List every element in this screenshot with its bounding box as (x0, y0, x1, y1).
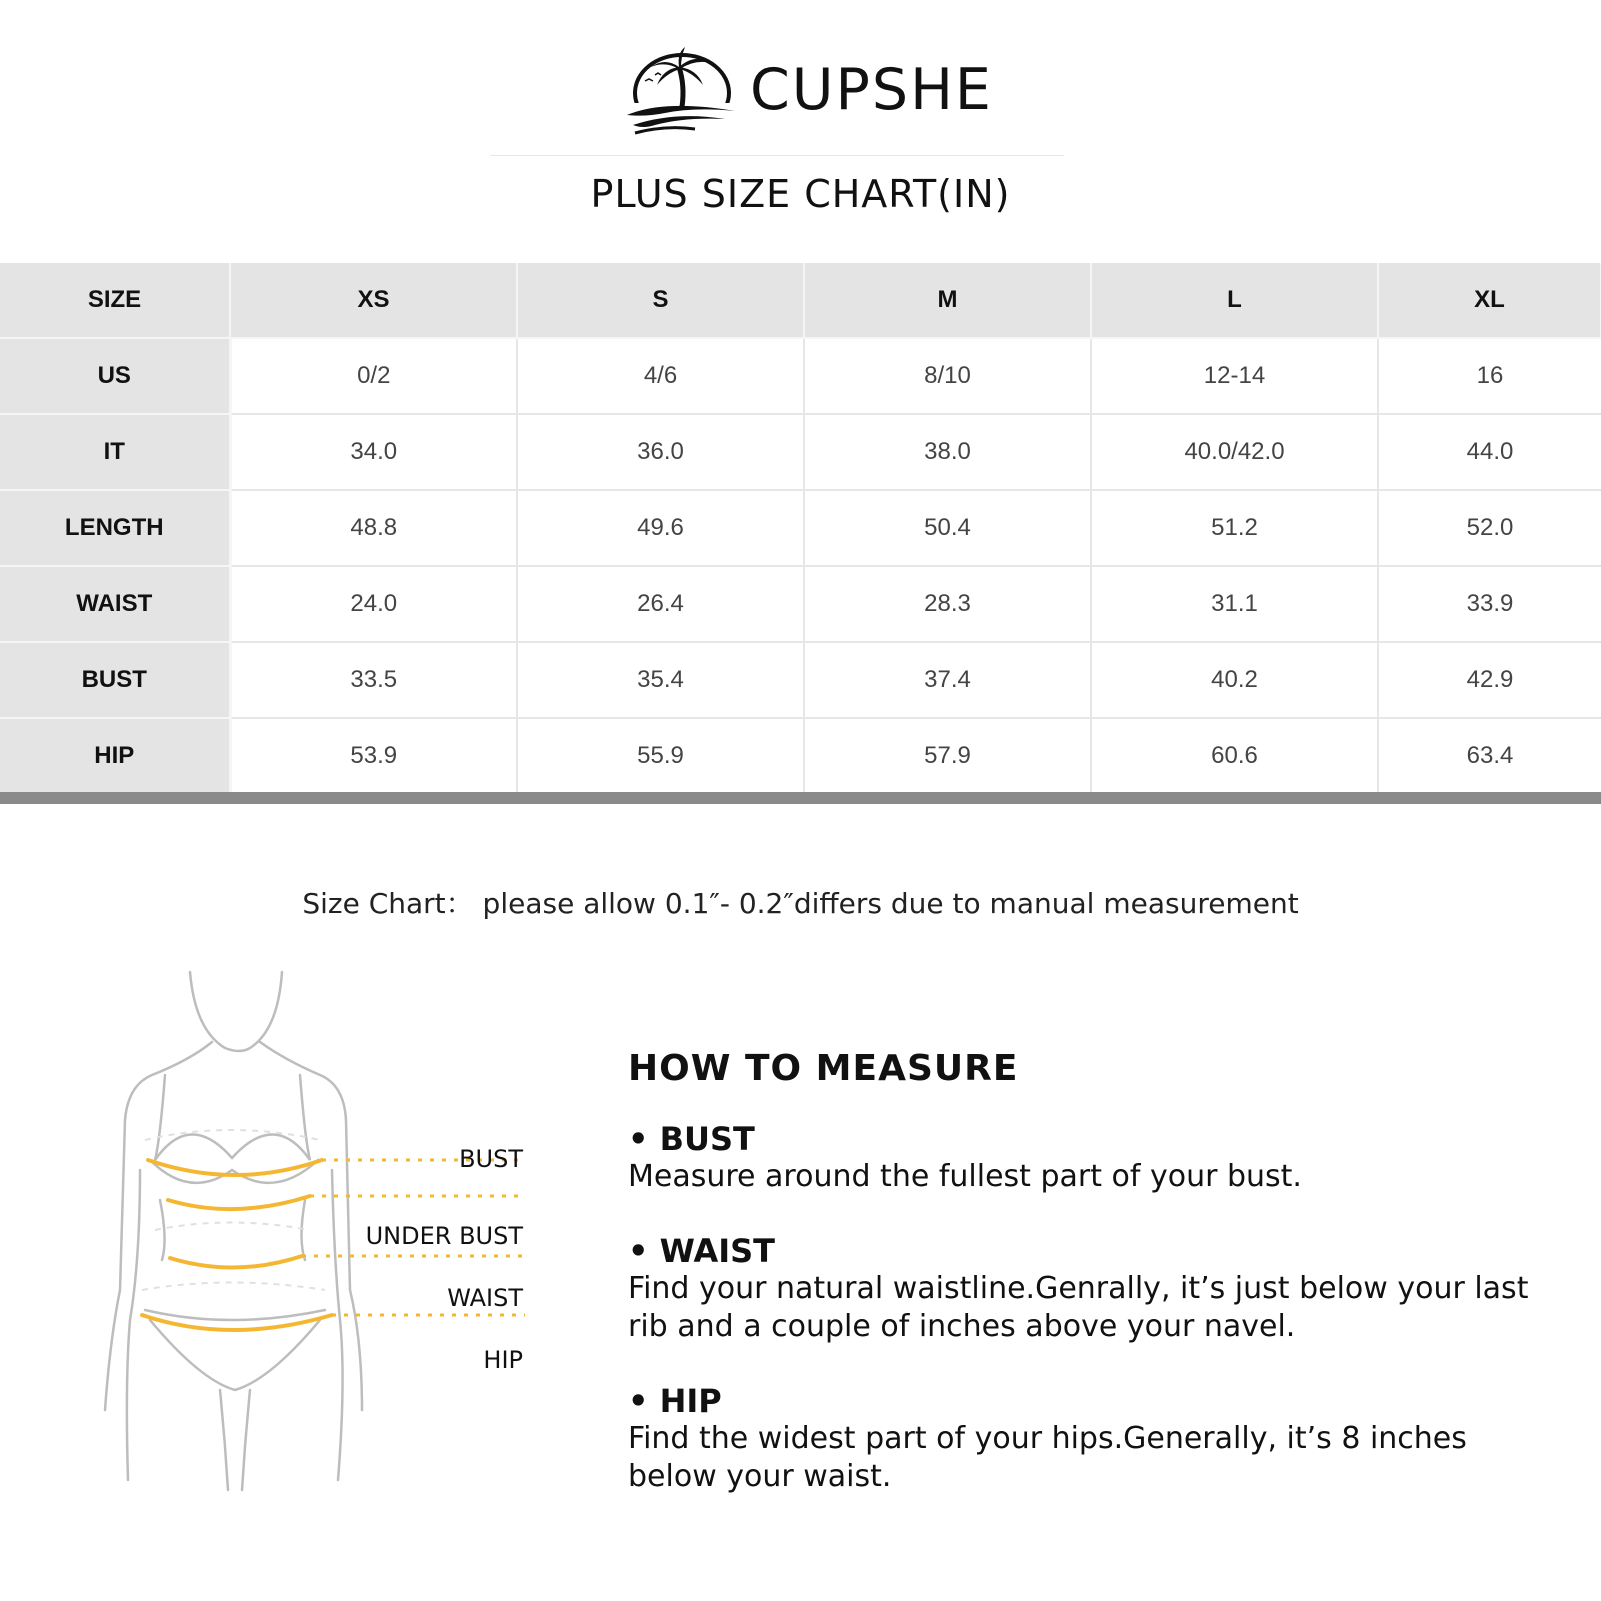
bust-title: • BUST (628, 1120, 755, 1158)
table-cell: 55.9 (517, 718, 804, 794)
brand-name: CUPSHE (750, 57, 993, 123)
table-header-row (0, 263, 1601, 338)
table-cell: 35.4 (517, 642, 804, 718)
header-cell-l: L (1091, 263, 1378, 338)
row-label: US (0, 338, 230, 414)
under-bust-label: UNDER BUST (365, 1222, 523, 1250)
table-cell: 37.4 (804, 642, 1091, 718)
waist-description: Find your natural waistline.Genrally, it’s just below your last rib and a couple of inches above your navel. (628, 1271, 1529, 1344)
hip-title: • HIP (628, 1382, 722, 1420)
table-cell: 24.0 (230, 566, 517, 642)
table-cell: 33.9 (1378, 566, 1601, 642)
table-cell: 60.6 (1091, 718, 1378, 794)
table-cell: 8/10 (804, 338, 1091, 414)
table-row (0, 566, 1601, 642)
table-cell: 36.0 (517, 414, 804, 490)
table-cell: 40.2 (1091, 642, 1378, 718)
table-row (0, 414, 1601, 490)
table-cell: 31.1 (1091, 566, 1378, 642)
hip-label: HIP (483, 1346, 523, 1374)
body-measure-figure (100, 960, 540, 1520)
row-label: WAIST (0, 566, 230, 642)
table-cell: 57.9 (804, 718, 1091, 794)
title-divider (490, 155, 1064, 156)
table-row (0, 338, 1601, 414)
table-row (0, 490, 1601, 566)
table-cell: 33.5 (230, 642, 517, 718)
row-label: BUST (0, 642, 230, 718)
row-label: HIP (0, 718, 230, 794)
header-cell-m: M (804, 263, 1091, 338)
header-cell-xs: XS (230, 263, 517, 338)
how-to-measure-heading: HOW TO MEASURE (628, 1048, 1019, 1089)
header-cell-s: S (517, 263, 804, 338)
bust-description: Measure around the fullest part of your bust. (628, 1159, 1302, 1194)
table-row (0, 642, 1601, 718)
header-cell-xl: XL (1378, 263, 1601, 338)
row-label: LENGTH (0, 490, 230, 566)
table-cell: 42.9 (1378, 642, 1601, 718)
header-cell-size: SIZE (0, 263, 230, 338)
table-bottom-bar (0, 792, 1601, 804)
hip-description: Find the widest part of your hips.Generally, it’s 8 inches below your waist. (628, 1421, 1467, 1494)
table-cell: 63.4 (1378, 718, 1601, 794)
table-cell: 48.8 (230, 490, 517, 566)
measurement-note: Size Chart： please allow 0.1″- 0.2″differs due to manual measurement (302, 887, 1299, 920)
table-cell: 52.0 (1378, 490, 1601, 566)
table-cell: 16 (1378, 338, 1601, 414)
table-cell: 4/6 (517, 338, 804, 414)
table-cell: 53.9 (230, 718, 517, 794)
table-cell: 40.0/42.0 (1091, 414, 1378, 490)
table-cell: 28.3 (804, 566, 1091, 642)
table-row (0, 718, 1601, 794)
table-cell: 50.4 (804, 490, 1091, 566)
table-cell: 12-14 (1091, 338, 1378, 414)
chart-title: PLUS SIZE CHART(IN) (590, 172, 1011, 216)
table-cell: 44.0 (1378, 414, 1601, 490)
row-label: IT (0, 414, 230, 490)
brand-logo (625, 45, 993, 135)
table-cell: 0/2 (230, 338, 517, 414)
table-cell: 26.4 (517, 566, 804, 642)
bust-label: BUST (459, 1145, 523, 1173)
palm-island-icon (625, 45, 745, 135)
table-cell: 34.0 (230, 414, 517, 490)
size-table (0, 263, 1601, 795)
table-cell: 51.2 (1091, 490, 1378, 566)
waist-label: WAIST (447, 1284, 523, 1312)
table-cell: 38.0 (804, 414, 1091, 490)
table-cell: 49.6 (517, 490, 804, 566)
waist-title: • WAIST (628, 1232, 775, 1270)
